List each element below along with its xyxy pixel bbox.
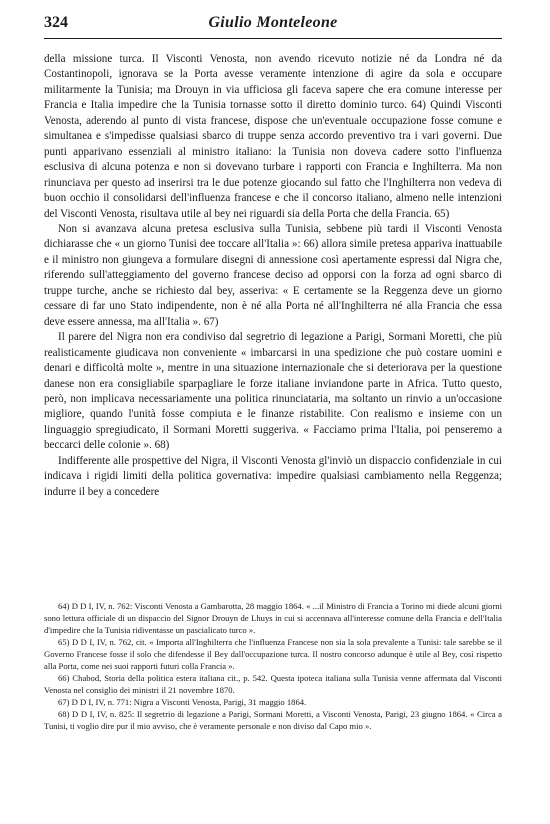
- footnote: 64) D D I, IV, n. 762: Visconti Venosta a Gambarotta, 28 maggio 1864. « ...il Ministro di Francia a Torino mi diede alcuni giorni sono lettura officiale di un dispaccio del Signor Drouyn de Lhuys in cui si accennava all'interesse comune della Francia e dell'Italia d'impedire che la Tunisia ridiventasse un pascialicato turco ».: [44, 601, 502, 636]
- main-text: [44, 52, 502, 500]
- body-paragraph: Indifferente alle prospettive del Nigra, il Visconti Venosta gl'inviò un dispaccio confidenziale in cui indicava i rigidi limiti della politica governativa: impedire qualsiasi cambiamento nella Reggenza; indurre il bey a concedere: [44, 454, 502, 498]
- footnote: 66) Chabod, Storia della politica estera italiana cit., p. 542. Questa ipoteca italiana sulla Tunisia venne affermata dal Visconti Venosta nel consiglio dei ministri il 21 novembre 1870.: [44, 673, 502, 696]
- footnotes: [44, 600, 502, 733]
- running-title: Giulio Monteleone: [208, 14, 338, 31]
- page-header: [44, 14, 502, 38]
- footnote: 67) D D I, IV, n. 771: Nigra a Visconti Venosta, Parigi, 31 maggio 1864.: [58, 697, 307, 708]
- page-number: 324: [44, 14, 68, 31]
- body-paragraph: Non si avanzava alcuna pretesa esclusiva sulla Tunisia, sebbene più tardi il Visconti Venosta dichiarasse che « un giorno Tunisi dee toccare all'Italia »: 66) allora simile pretesa appariva inattuabile e il ministro non giungeva a formulare disegni di annessione così apertamente espressi dal Nigra che, riferendo sull'atteggiamento del governo francese deciso ad opporsi con la forza ad ogni sbarco di truppe turche, anche se richiesto dal bey, asseriva: « E certamente se la Reggenza deve un giorno cessare di far uno Stato indipendente, non è né alla Porta né all'Inghilterra né alla Francia che essa deve essere annessa, ma all'Italia ». 67): [44, 222, 502, 328]
- body-paragraph: Il parere del Nigra non era condiviso dal segretrio di legazione a Parigi, Sormani Moretti, che più realisticamente giudicava non conveniente « imbarcarsi in una spedizione che può costare uomini e denari e difficoltà molte », mentre in una situazione internazionale che si deteriorava per la questione danese non era consigliabile sparpagliare le forze italiane inviandone parte in Africa. Tutto questo, però, non implicava necessariamente una politica rinunciataria, ma soltanto un rinvio a un'occasione migliore, quando l'unità fosse compiuta e le finanze ristabilite. Con realismo e insieme con un linguaggio spregiudicato, il Sormani Moretti suggeriva. « Facciamo prima l'Italia, poi penseremo a beccarci delle colonie ». 68): [44, 331, 502, 452]
- header-rule: [44, 38, 502, 39]
- footnote: 65) D D I, IV, n. 762, cit. « Importa all'Inghilterra che l'influenza Francese non sia la sola prevalente a Tunisi: tale sarebbe se il Governo Francese fosse il solo che difendesse il Bey dall'occupazione turca. Il nostro concorso adunque è utile al Bey, così rispetto alla Porta, come nei suoi rapporti futuri colla Francia ».: [44, 637, 502, 672]
- body-paragraph: della missione turca. Il Visconti Venosta, non avendo ricevuto notizie né da Londra né da Costantinopoli, ignorava se la Porta avesse veramente intenzione di agire da sola e occupare militarmente la Tunisia; ma Drouyn in via ufficiosa gli faceva sapere che era comune interesse per Francia e Italia impedire che la Tunisia tornasse sotto il diretto dominio turco. 64) Quindi Visconti Venosta, aderendo al punto di vista francese, dispose che un'eventuale occupazione fosse comune e simultanea e s'impedisse qualsiasi sbarco di truppe senza accordo preventivo tra i vari governi. Due punti apparivano essenziali al ministro italiano: la Tunisia non doveva cadere sotto l'influenza esclusiva di alcuna potenza e non si dovevano turbare i rapporti con Francia e Inghilterra. Ma non rinunciava per questo ad inserirsi tra le due potenze giocando sul fatto che l'Inghilterra non vedeva di buon occhio il consolidarsi dell'influenza francese e che il concorso italiano, almeno nelle intenzioni del Visconti Venosta, risultava utile al bey nei riguardi sia della Porta che della Francia. 65): [44, 53, 502, 220]
- footnote: 68) D D I, IV, n. 825: Il segretrio di legazione a Parigi, Sormani Moretti, a Visconti Venosta, Parigi, 23 giugno 1864. « Circa a Tunisi, ti voglio dire pur il mio avviso, che è veramente personale e non diviso dal Capo mio ».: [44, 709, 502, 732]
